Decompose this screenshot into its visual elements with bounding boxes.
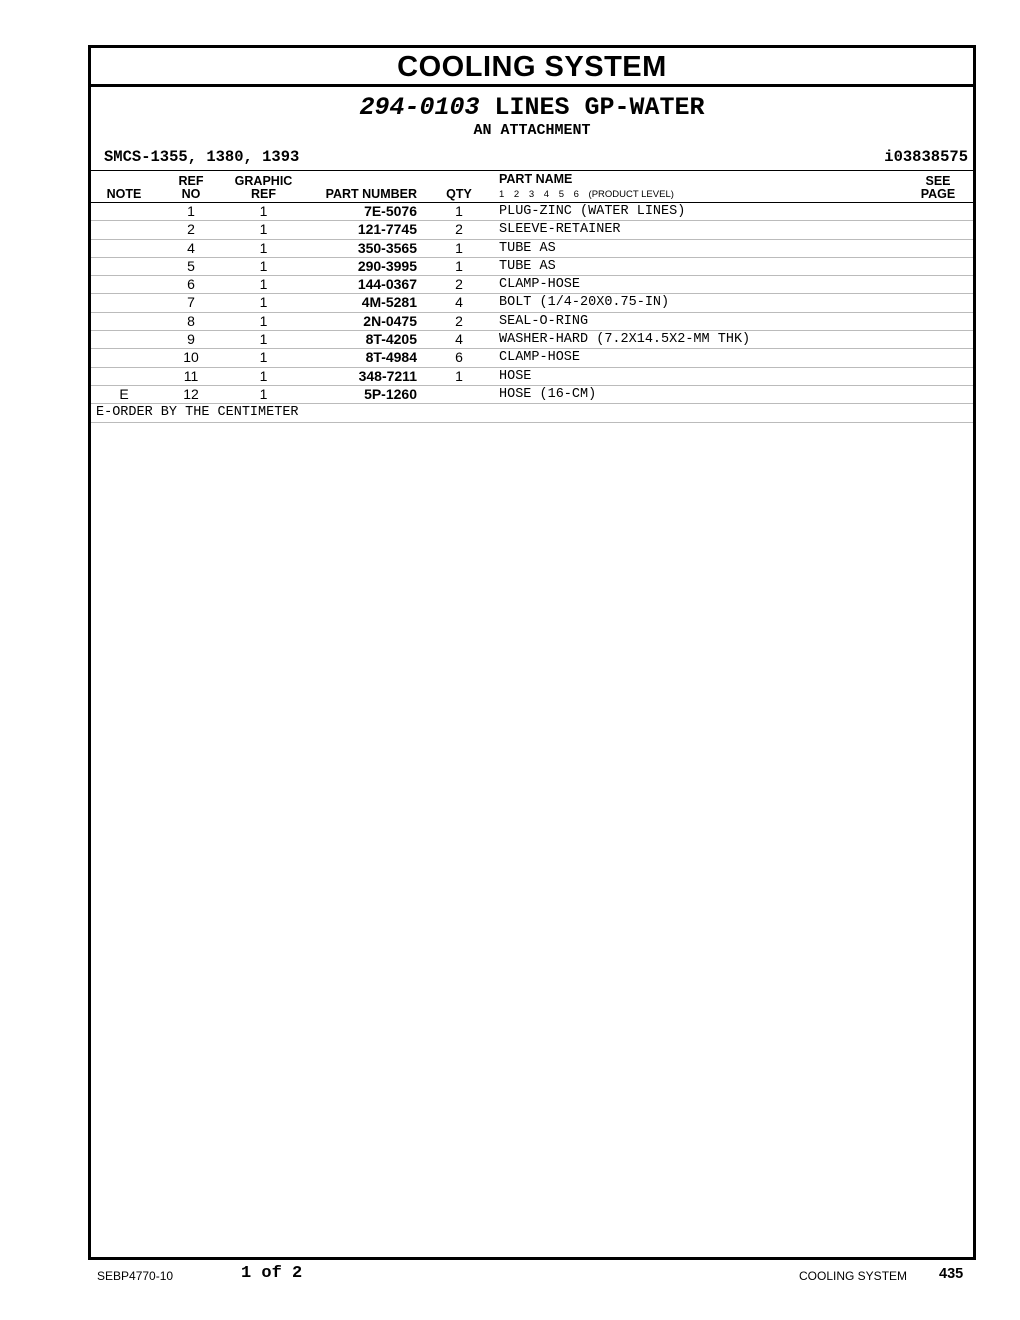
footnote: E-ORDER BY THE CENTIMETER xyxy=(91,404,973,422)
header-graphic-bottom: REF xyxy=(251,187,276,201)
section-title: COOLING SYSTEM xyxy=(91,48,973,87)
cell-ref-no: 4 xyxy=(187,239,195,256)
illustration-id: i03838575 xyxy=(884,148,968,166)
header-part-name: PART NAME xyxy=(499,172,573,186)
parts-table-body xyxy=(91,203,973,404)
table-row xyxy=(91,240,973,258)
cell-ref-no: 5 xyxy=(187,257,195,274)
group-number: 294-0103 xyxy=(359,93,480,122)
cell-part-number: 121-7745 xyxy=(357,221,417,238)
cell-graphic-ref: 1 xyxy=(259,385,268,402)
cell-note: E xyxy=(119,385,129,402)
cell-part-name: BOLT (1/4-20X0.75-IN) xyxy=(499,295,670,311)
cell-graphic-ref: 1 xyxy=(259,239,268,256)
product-level-label: (PRODUCT LEVEL) xyxy=(588,189,674,200)
cell-qty: 2 xyxy=(455,276,463,293)
cell-qty: 2 xyxy=(455,312,463,329)
page-footer xyxy=(0,1262,1020,1292)
cell-ref-no: 10 xyxy=(183,349,199,366)
header-qty: QTY xyxy=(446,187,472,201)
cell-part-number: 2N-0475 xyxy=(363,312,417,329)
cell-part-number: 348-7211 xyxy=(358,367,417,384)
group-title xyxy=(91,94,973,122)
header-part-number: PART NUMBER xyxy=(325,187,417,201)
header-graphic-top: GRAPHIC xyxy=(234,174,293,188)
group-name: LINES GP-WATER xyxy=(494,93,705,122)
cell-qty: 1 xyxy=(455,239,463,256)
table-row xyxy=(91,331,973,349)
cell-ref-no: 6 xyxy=(187,276,195,293)
cell-part-number: 5P-1260 xyxy=(364,385,417,402)
cell-graphic-ref: 1 xyxy=(259,312,268,329)
cell-ref-no: 8 xyxy=(187,312,195,329)
cell-qty: 1 xyxy=(455,257,463,274)
cell-part-name: CLAMP-HOSE xyxy=(499,350,581,366)
table-row xyxy=(91,294,973,312)
table-row xyxy=(91,386,973,404)
cell-ref-no: 7 xyxy=(187,294,195,311)
table-row xyxy=(91,313,973,331)
cell-part-number: 144-0367 xyxy=(357,276,417,293)
cell-part-name: SEAL-O-RING xyxy=(499,313,589,329)
cell-qty: 6 xyxy=(455,349,463,366)
cell-part-name: SLEEVE-RETAINER xyxy=(499,222,621,238)
table-row xyxy=(91,258,973,276)
cell-part-name: TUBE AS xyxy=(499,258,556,274)
cell-part-number: 7E-5076 xyxy=(364,203,417,219)
cell-ref-no: 2 xyxy=(187,221,195,238)
cell-part-name: HOSE xyxy=(499,368,532,384)
cell-qty: 1 xyxy=(455,367,463,384)
table-header xyxy=(91,171,973,203)
cell-graphic-ref: 1 xyxy=(259,294,268,311)
cell-graphic-ref: 1 xyxy=(259,276,268,293)
header-ref-bottom: NO xyxy=(181,187,201,201)
cell-graphic-ref: 1 xyxy=(259,203,268,219)
cell-part-name: PLUG-ZINC (WATER LINES) xyxy=(499,204,686,219)
cell-ref-no: 11 xyxy=(183,367,199,384)
cell-part-number: 290-3995 xyxy=(357,257,417,274)
level-numbers: 1 2 3 4 5 6 xyxy=(499,189,579,200)
cell-graphic-ref: 1 xyxy=(259,349,268,366)
page-frame xyxy=(88,45,976,1260)
table-row xyxy=(91,221,973,239)
cell-part-number: 4M-5281 xyxy=(361,294,417,311)
cell-qty: 4 xyxy=(455,331,463,348)
cell-ref-no: 1 xyxy=(187,203,195,219)
cell-ref-no: 9 xyxy=(187,331,195,348)
header-see-top: SEE xyxy=(925,174,951,188)
cell-part-name: CLAMP-HOSE xyxy=(499,277,581,293)
cell-part-number: 8T-4984 xyxy=(365,349,417,366)
table-row xyxy=(91,349,973,367)
group-subtitle: AN ATTACHMENT xyxy=(473,122,591,139)
cell-graphic-ref: 1 xyxy=(259,331,268,348)
footer-page-of: 1 of 2 xyxy=(241,1264,303,1283)
cell-ref-no: 12 xyxy=(183,385,199,402)
footer-section: COOLING SYSTEM xyxy=(799,1269,908,1283)
cell-graphic-ref: 1 xyxy=(259,367,268,384)
cell-part-name: WASHER-HARD (7.2X14.5X2-MM THK) xyxy=(499,332,751,348)
table-row xyxy=(91,368,973,386)
smcs-row xyxy=(91,148,973,171)
table-row xyxy=(91,203,973,221)
footer-doc-id: SEBP4770-10 xyxy=(97,1269,174,1283)
smcs-codes: SMCS-1355, 1380, 1393 xyxy=(104,148,300,166)
cell-part-number: 8T-4205 xyxy=(365,331,417,348)
header-product-levels xyxy=(499,189,674,200)
cell-qty: 1 xyxy=(455,203,463,219)
header-note: NOTE xyxy=(106,187,142,201)
cell-graphic-ref: 1 xyxy=(259,221,268,238)
cell-part-number: 350-3565 xyxy=(357,239,417,256)
cell-graphic-ref: 1 xyxy=(259,257,268,274)
table-row xyxy=(91,276,973,294)
cell-qty: 2 xyxy=(455,221,463,238)
footer-page-number: 435 xyxy=(939,1266,964,1282)
cell-part-name: HOSE (16-CM) xyxy=(499,386,597,402)
header-ref-top: REF xyxy=(178,174,204,188)
cell-part-name: TUBE AS xyxy=(499,240,556,256)
cell-qty: 4 xyxy=(455,294,463,311)
header-see-bottom: PAGE xyxy=(920,187,956,201)
